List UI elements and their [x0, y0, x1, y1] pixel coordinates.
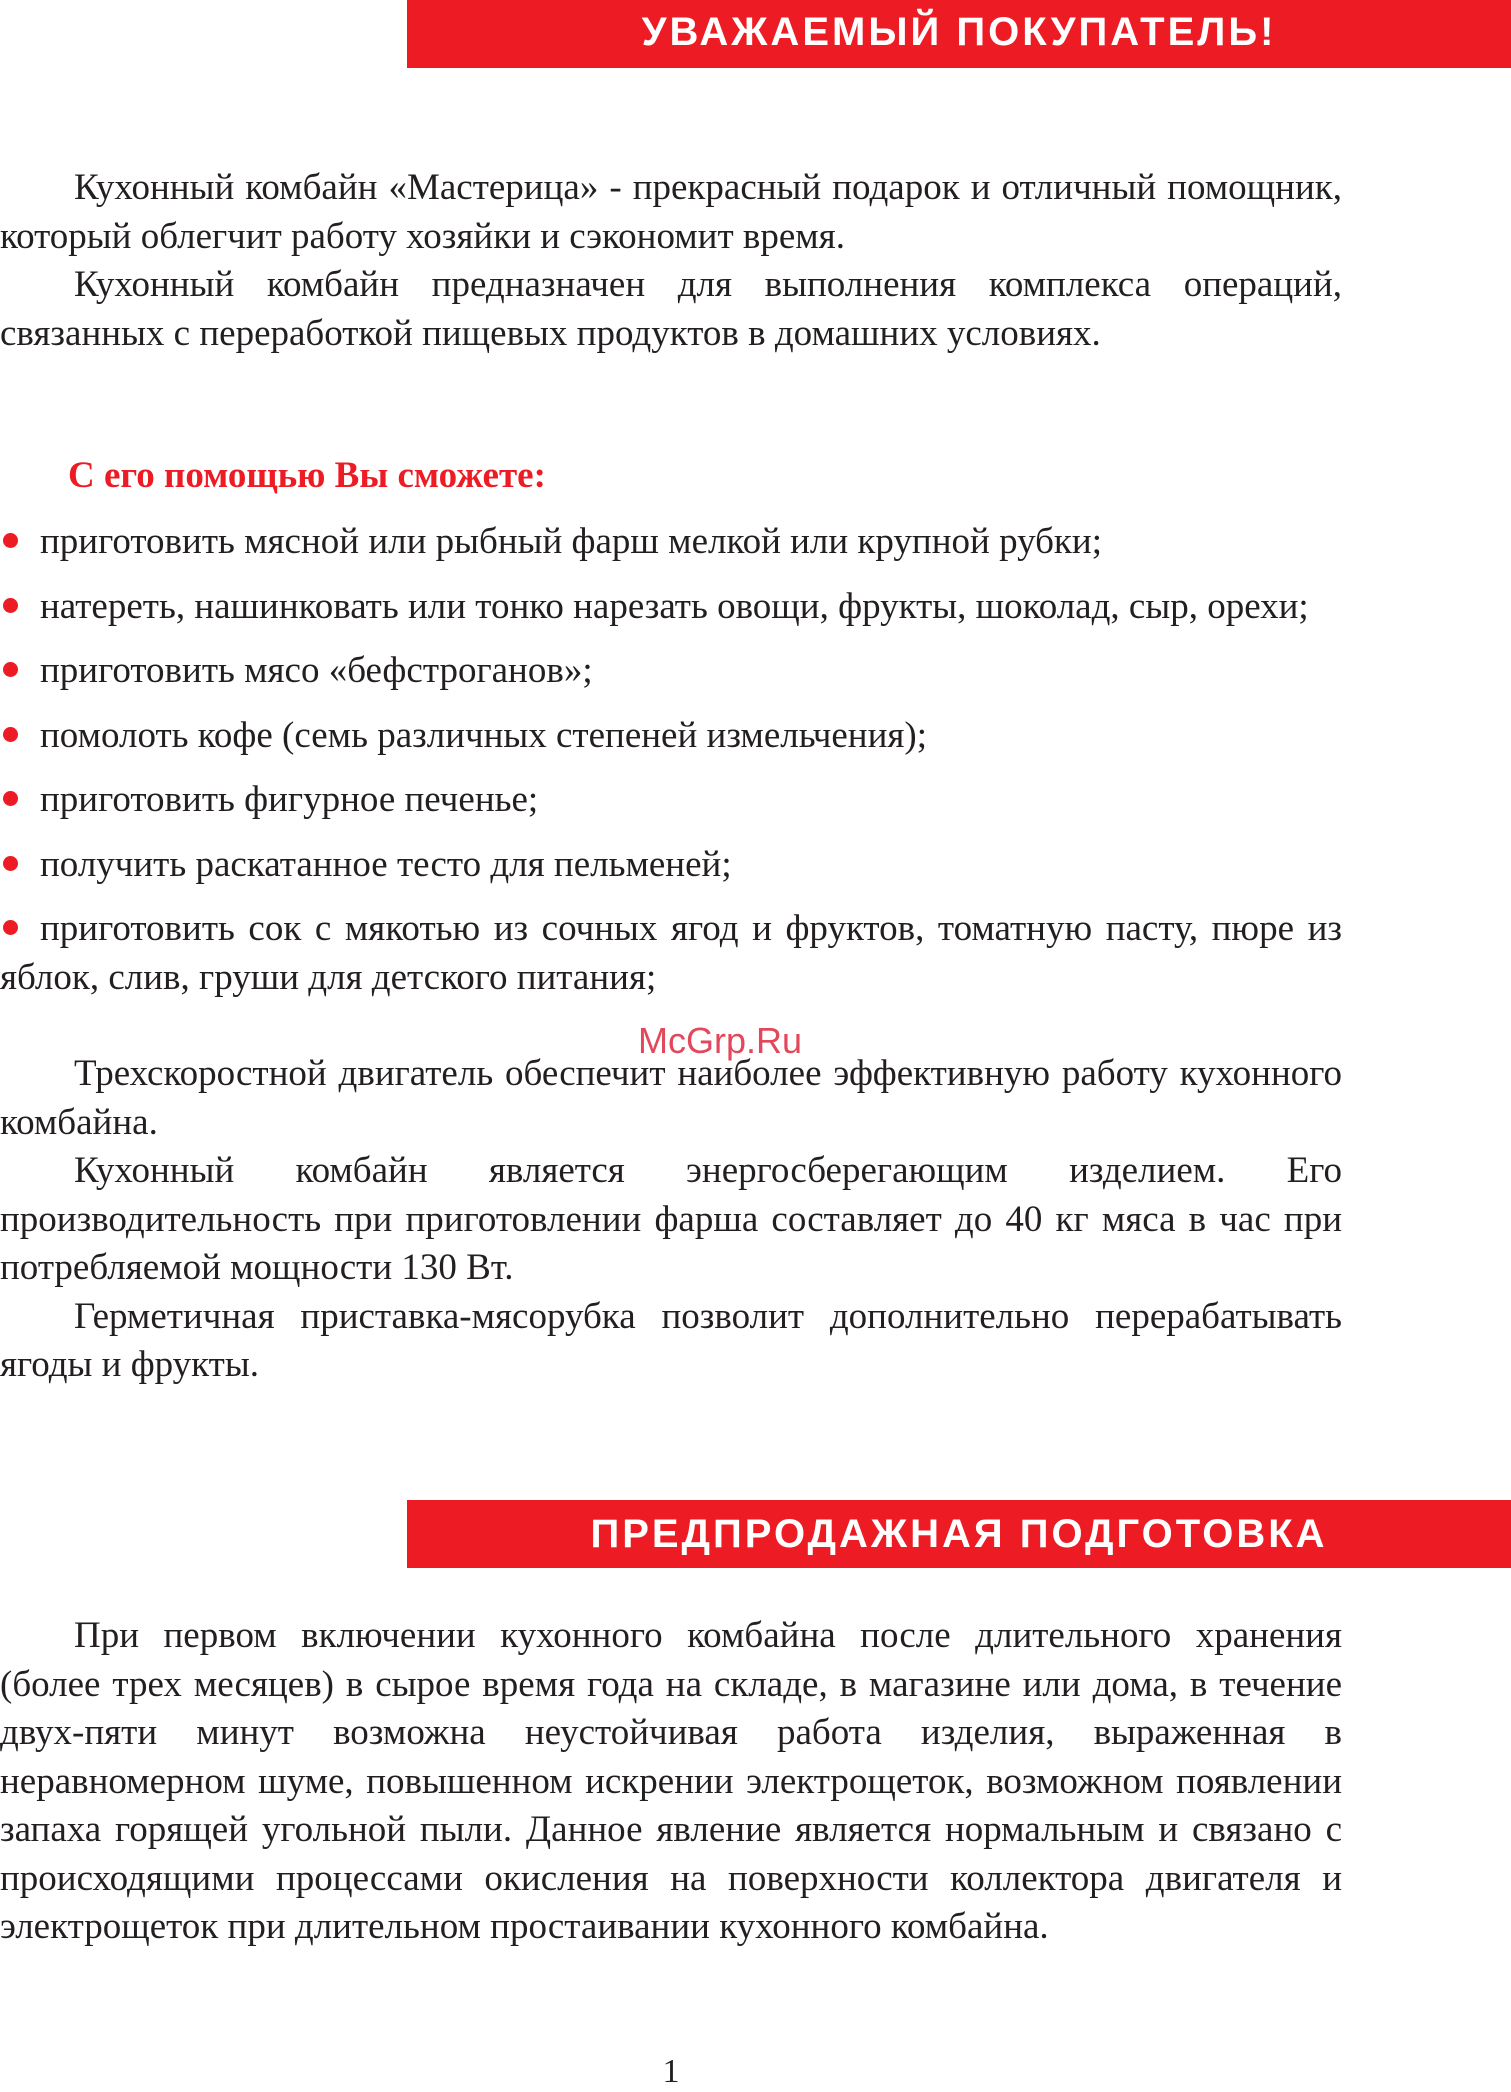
bullet-dot-icon [3, 598, 18, 613]
presale-paragraph: При первом включении кухонного комбайна после длительного хранения (более трех месяцев) в сырое время года на складе, в магазине или дома, в течение двух-пяти минут возможна неустойчивая работа изделия, выраженная в неравномерном шуме, повышенном искрении электрощеток, возможном появлении запаха горящей угольной пыли. Данное явление является нормальным и связано с происходящими процессами окисления на поверхности коллектора двигателя и электрощеток при длительном простаивании кухонного комбайна. [0, 1615, 1342, 1947]
intro-paragraph-2: Кухонный комбайн предназначен для выполнения комплекса операций, связанных с переработкой пищевых продуктов в домашних условиях. [0, 264, 1342, 354]
bullet-dot-icon [3, 662, 18, 677]
list-item: получить раскатанное тесто для пельменей; [0, 841, 1342, 890]
watermark: McGrp.Ru [638, 1020, 803, 1061]
list-item: приготовить мясной или рыбный фарш мелкой или крупной рубки; [0, 518, 1342, 567]
presale-banner [407, 1500, 1511, 1568]
features-paragraph-1: Трехскоростной двигатель обеспечит наиболее эффективную работу кухонного комбайна. [0, 1053, 1342, 1143]
presale-title: ПРЕДПРОДАЖНАЯ ПОДГОТОВКА [590, 1511, 1328, 1556]
header-title: УВАЖАЕМЫЙ ПОКУПАТЕЛЬ! [641, 9, 1277, 54]
features-section [0, 1050, 1342, 1390]
list-item: приготовить фигурное печенье; [0, 776, 1342, 825]
bullet-dot-icon [3, 791, 18, 806]
list-item: натереть, нашинковать или тонко нарезать овощи, фрукты, шоколад, сыр, орехи; [0, 583, 1342, 632]
bullet-dot-icon [3, 856, 18, 871]
features-paragraph-2: Кухонный комбайн является энергосберегающим изделием. Его производительность при приготовлении фарша составляет до 40 кг мяса в час при потребляемой мощности 130 Вт. [0, 1150, 1342, 1288]
page-number: 1 [662, 2053, 680, 2090]
list-item: помолоть кофе (семь различных степеней измельчения); [0, 712, 1342, 761]
capabilities-list [0, 518, 1342, 1002]
capabilities-heading: С его помощью Вы сможете: [68, 455, 546, 496]
intro-paragraph-1: Кухонный комбайн «Мастерица» - прекрасный подарок и отличный помощник, который облегчит работу хозяйки и сэкономит время. [0, 167, 1342, 257]
bullet-dot-icon [3, 533, 18, 548]
header-banner [407, 0, 1511, 68]
list-item: приготовить сок с мякотью из сочных ягод и фруктов, томатную пасту, пюре из яблок, слив, груши для детского питания; [0, 908, 1342, 998]
intro-section [0, 164, 1342, 358]
presale-section [0, 1612, 1342, 1952]
bullet-dot-icon [3, 920, 18, 935]
list-item: приготовить мясо «бефстроганов»; [0, 647, 1342, 696]
features-paragraph-3: Герметичная приставка-мясорубка позволит дополнительно перерабатывать ягоды и фрукты. [0, 1295, 1342, 1385]
bullet-dot-icon [3, 727, 18, 742]
